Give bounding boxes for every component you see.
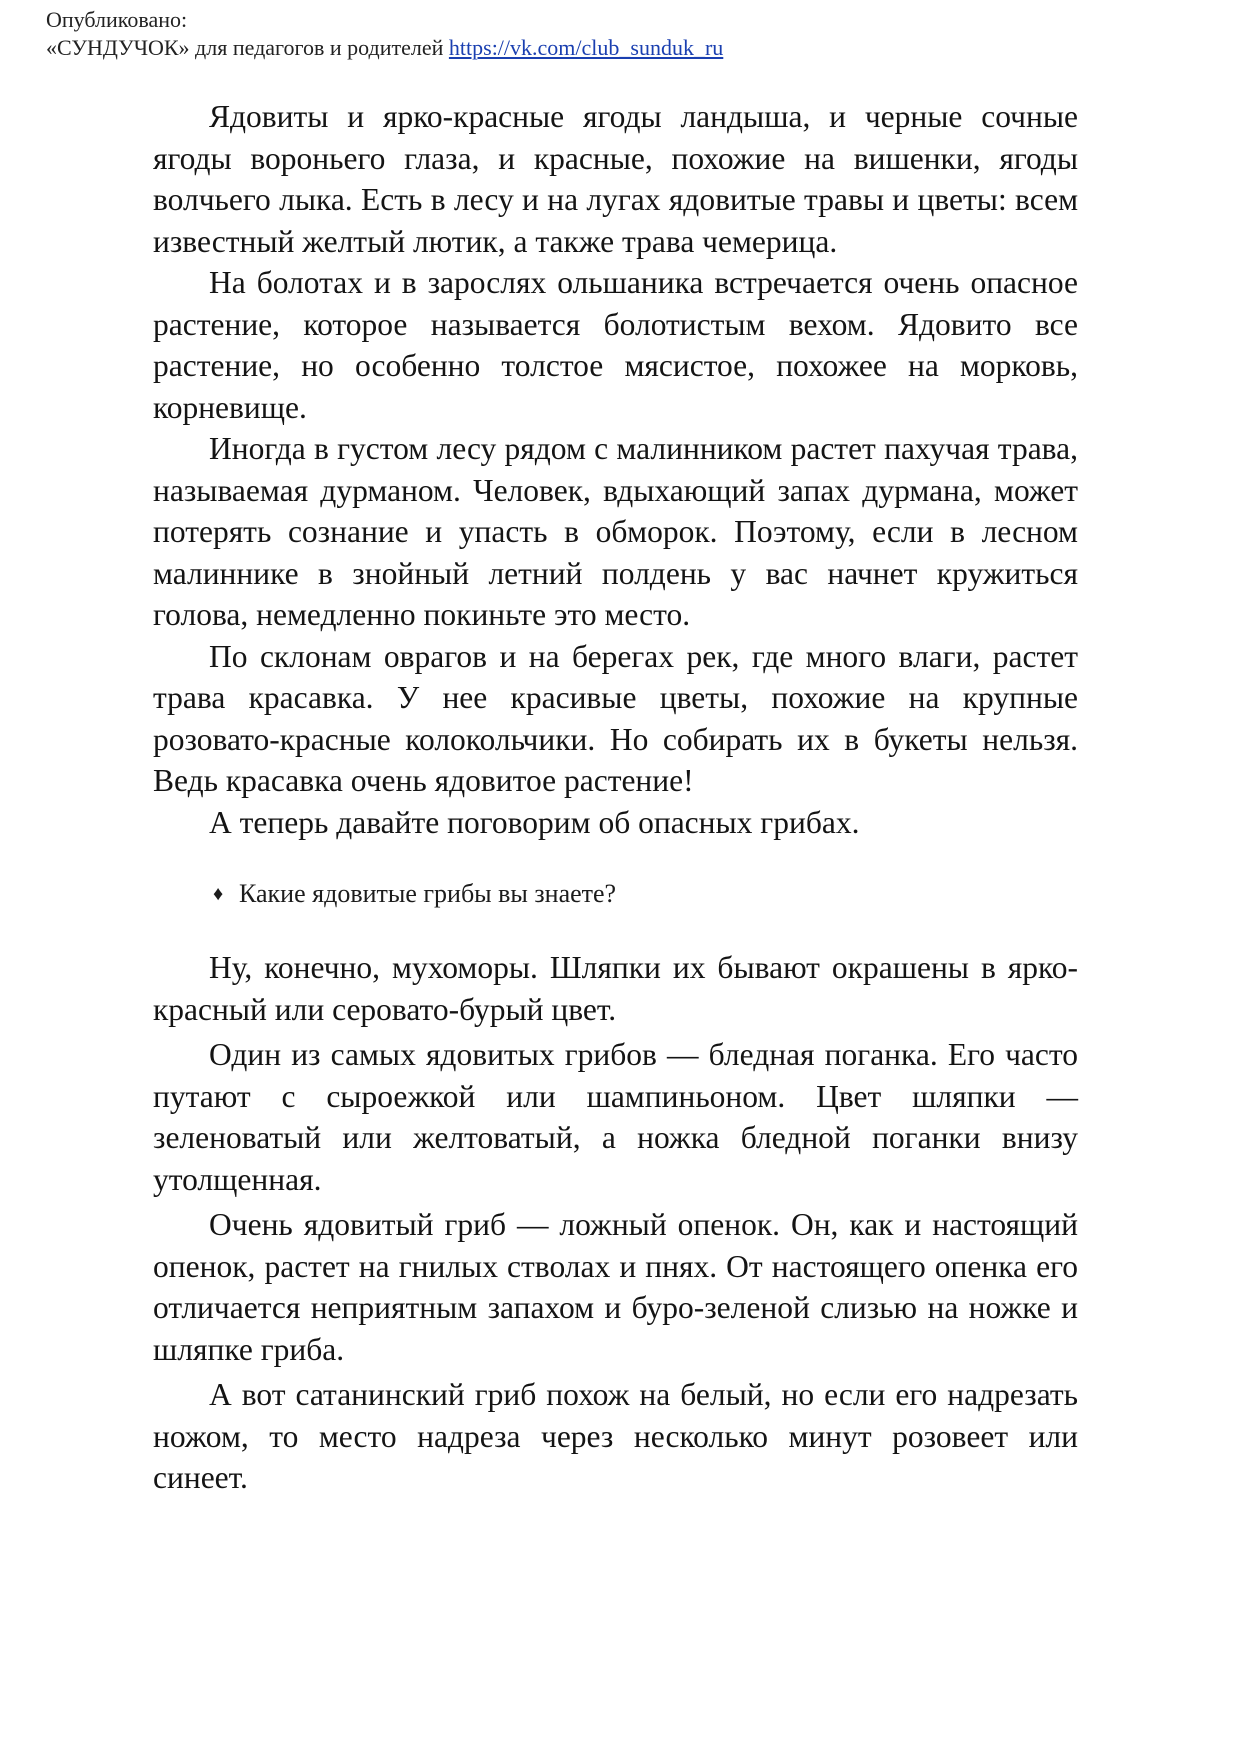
publisher-link[interactable]: https://vk.com/club_sunduk_ru xyxy=(448,35,724,60)
page-body xyxy=(153,96,1078,1499)
publication-header xyxy=(46,6,723,62)
publisher-line xyxy=(46,34,723,62)
question-item xyxy=(213,877,1078,911)
paragraph: Очень ядовитый гриб — ложный опенок. Он, как и настоящий опенок, растет на гнилых стволах и пнях. От настоящего опенка его отличается неприятным запахом и буро-зеленой слизью на ножке и шляпке гриба. xyxy=(153,1207,1078,1367)
paragraph: Ядовиты и ярко-красные ягоды ландыша, и черные сочные ягоды вороньего глаза, и красные, похожие на вишенки, ягоды волчьего лыка. Есть в лесу и на лугах ядовитые травы и цветы: всем известный желтый лютик, а также трава чемерица. xyxy=(153,99,1078,259)
paragraph: А вот сатанинский гриб похож на белый, но если его надрезать ножом, то место надреза через несколько минут розовеет или синеет. xyxy=(153,1377,1078,1495)
paragraph: А теперь давайте поговорим об опасных грибах. xyxy=(209,804,860,840)
paragraph: Иногда в густом лесу рядом с малинником растет пахучая трава, называемая дурманом. Человек, вдыхающий запах дурмана, может потерять сознание и упасть в обморок. Поэтому, если в лесном малиннике в знойный летний полдень у вас начнет кружиться голова, немедленно покиньте это место. xyxy=(153,431,1078,632)
mushrooms-section xyxy=(153,947,1078,1499)
paragraph: По склонам оврагов и на берегах рек, где много влаги, растет трава красавка. У нее красивые цветы, похожие на крупные розовато-красные колокольчики. Но собирать их в букеты нельзя. Ведь красавка очень ядовитое растение! xyxy=(153,638,1078,798)
bullet-icon: ♦ xyxy=(213,883,224,905)
plants-section xyxy=(153,96,1078,843)
publisher-name: «СУНДУЧОК» для педагогов и родителей xyxy=(46,35,444,60)
paragraph: На болотах и в зарослях ольшаника встречается очень опасное растение, которое называется болотистым вехом. Ядовито все растение, но особенно толстое мясистое, похожее на морковь, корневище. xyxy=(153,265,1078,425)
paragraph: Ну, конечно, мухоморы. Шляпки их бывают окрашены в ярко-красный или серовато-бурый цвет. xyxy=(153,950,1078,1027)
published-label: Опубликовано: xyxy=(46,7,188,32)
paragraph: Один из самых ядовитых грибов — бледная поганка. Его часто путают с сыроежкой или шампиньоном. Цвет шляпки — зеленоватый или желтоватый, а ножка бледной поганки внизу утолщенная. xyxy=(153,1037,1078,1197)
question-text: Какие ядовитые грибы вы знаете? xyxy=(239,879,617,908)
